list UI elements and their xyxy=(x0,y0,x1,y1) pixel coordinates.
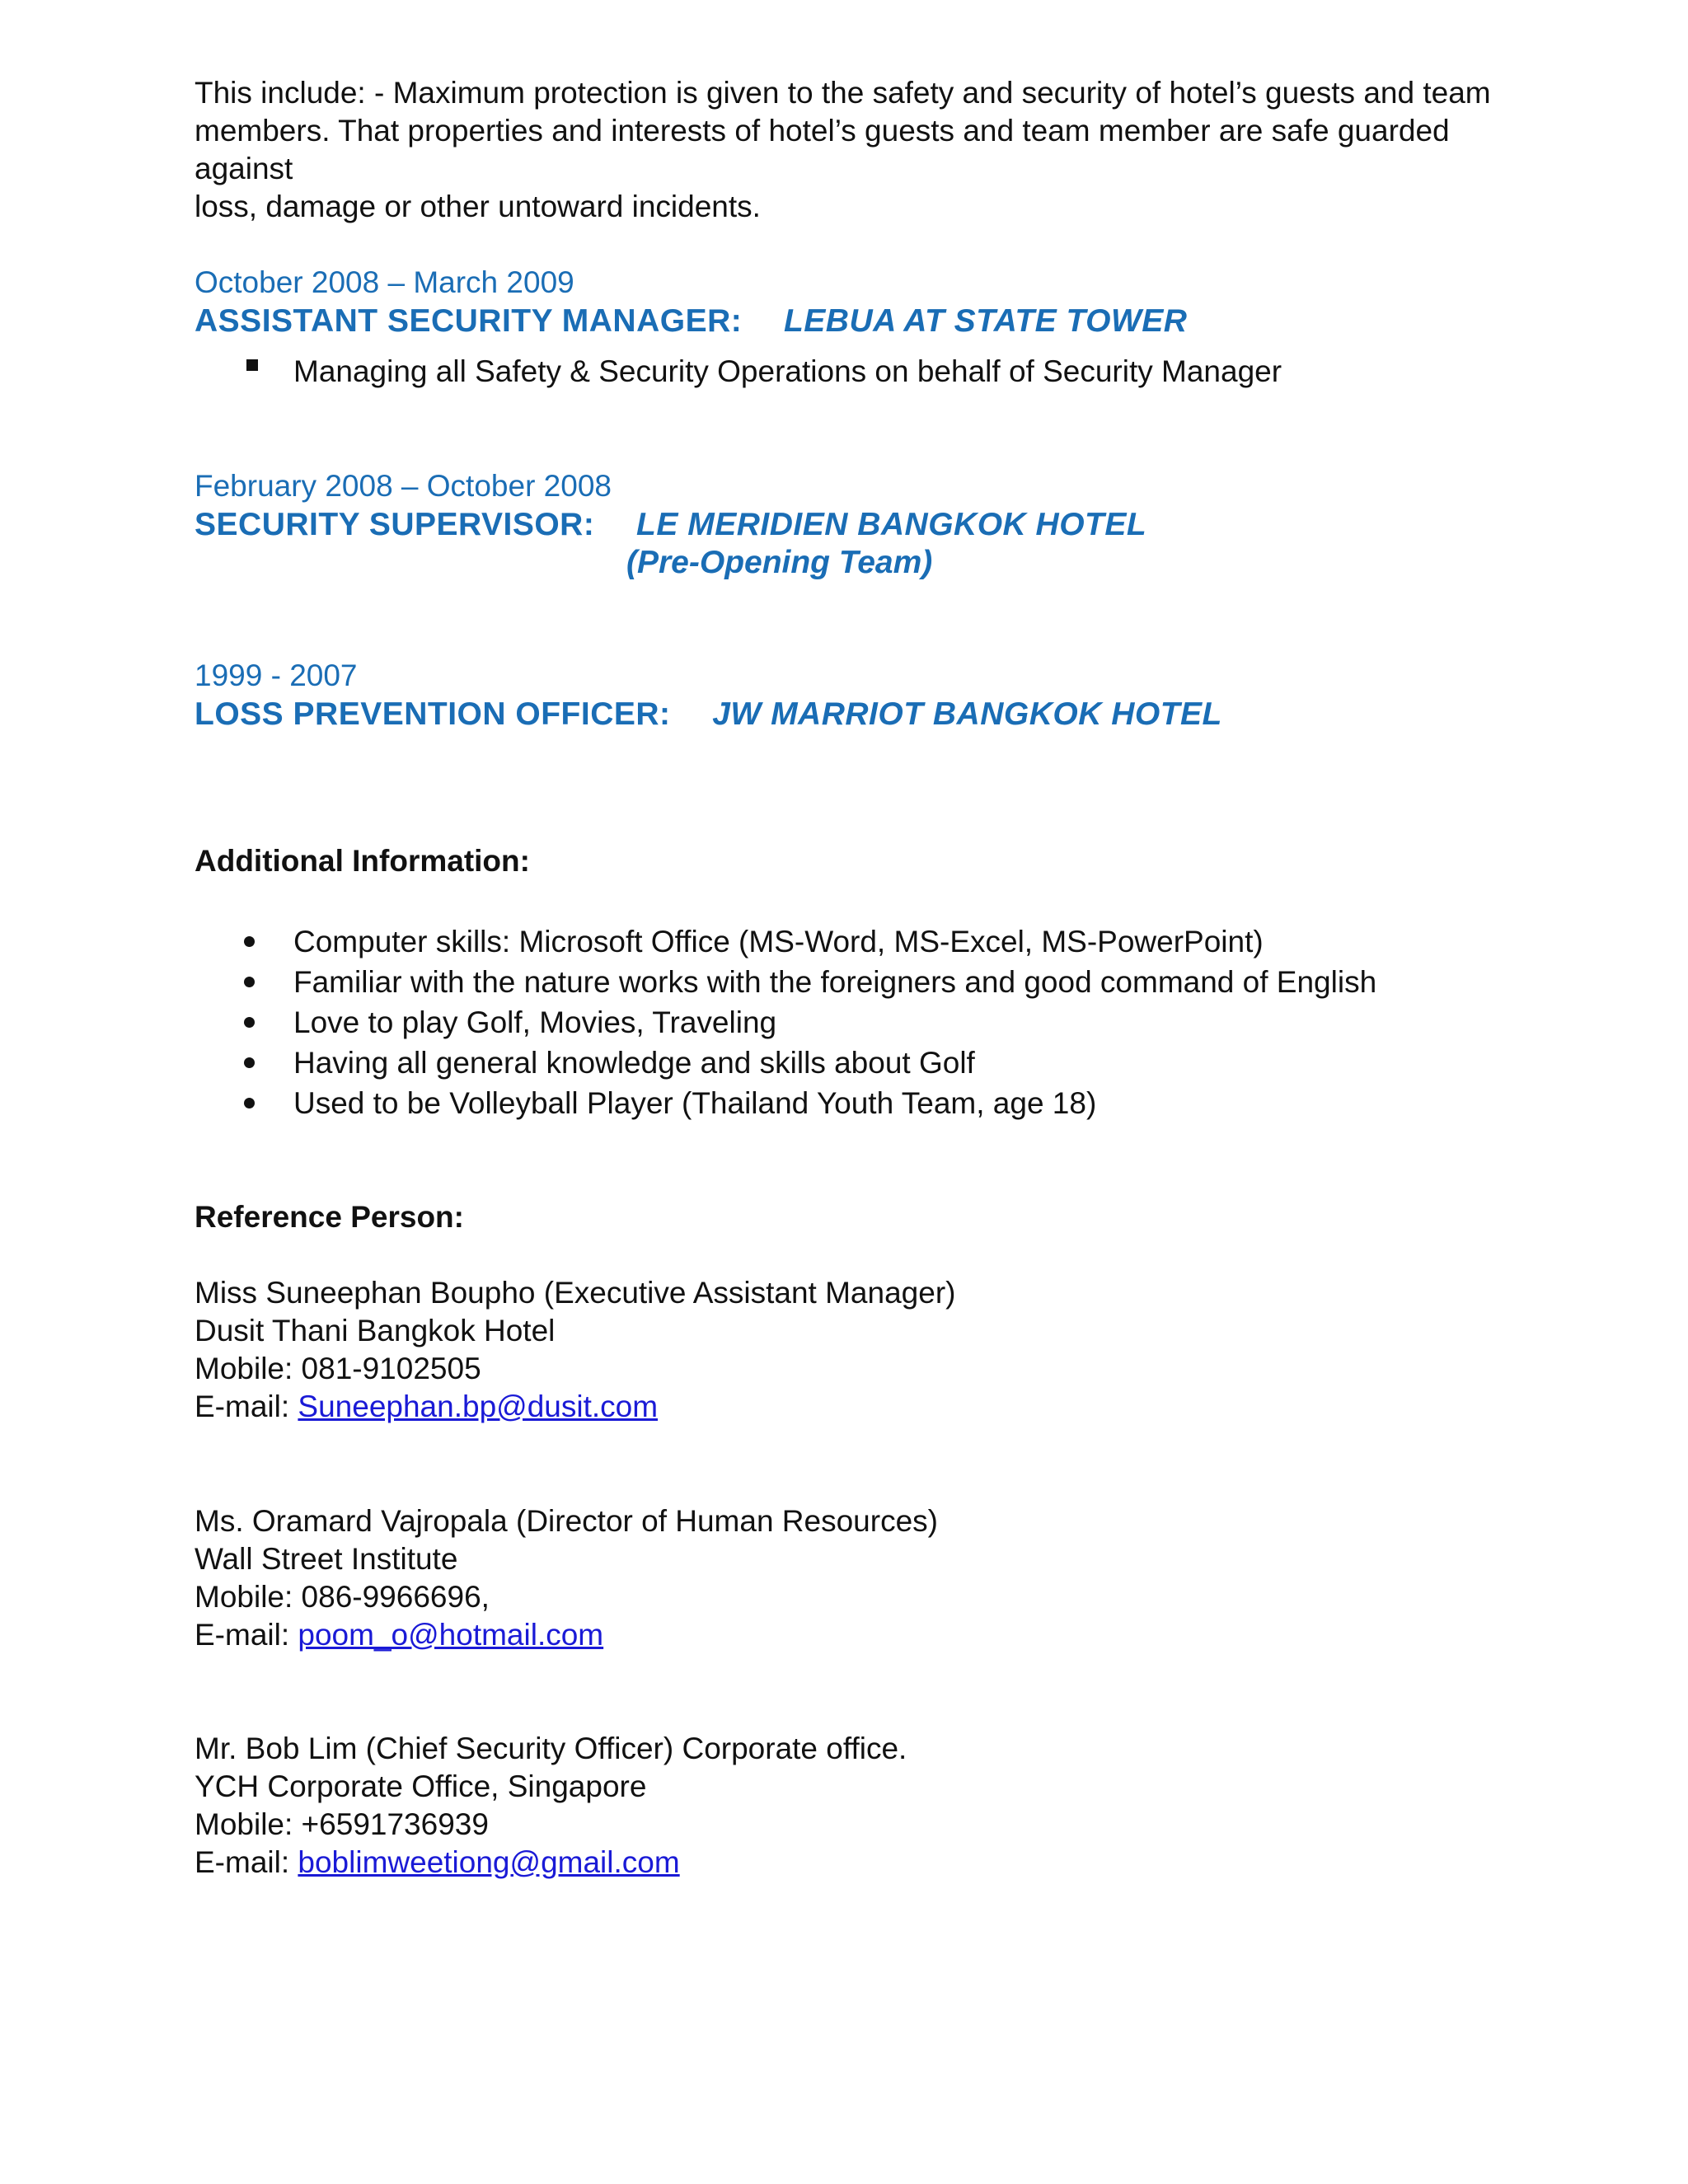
job-entry-assistant-security-manager xyxy=(195,264,1282,391)
reference-mobile: Mobile: 081-9102505 xyxy=(195,1352,481,1385)
duty-text: Managing all Safety & Security Operations on behalf of Security Manager xyxy=(293,354,1282,388)
additional-item-text: Computer skills: Microsoft Office (MS-Word, MS-Excel, MS-PowerPoint) xyxy=(293,925,1264,958)
reference-name: Mr. Bob Lim (Chief Security Officer) Corporate office. xyxy=(195,1732,907,1765)
job-entry-loss-prevention-officer xyxy=(195,657,1222,734)
intro-paragraph xyxy=(195,74,1546,226)
reference-email-line xyxy=(195,1844,907,1882)
bullet-icon xyxy=(244,977,255,987)
job-title-line xyxy=(195,505,1146,545)
job-entry-security-supervisor xyxy=(195,467,1147,580)
list-item xyxy=(195,1002,1376,1043)
reference-organization: YCH Corporate Office, Singapore xyxy=(195,1769,647,1803)
job-date: 1999 - 2007 xyxy=(195,658,358,692)
list-item xyxy=(195,962,1376,1002)
additional-item-text: Having all general knowledge and skills about Golf xyxy=(293,1046,975,1080)
list-item xyxy=(195,921,1376,962)
square-bullet-icon xyxy=(246,359,258,371)
list-item xyxy=(195,1043,1376,1083)
email-label: E-mail: xyxy=(195,1390,298,1423)
reference-entry xyxy=(195,1274,955,1426)
reference-email-link[interactable]: poom_o@hotmail.com xyxy=(298,1618,604,1652)
job-employer: LEBUA AT STATE TOWER xyxy=(783,303,1188,339)
reference-email-link[interactable]: Suneephan.bp@dusit.com xyxy=(298,1390,659,1423)
job-title: ASSISTANT SECURITY MANAGER: xyxy=(195,303,743,339)
reference-heading: Reference Person: xyxy=(195,1200,464,1234)
job-title: SECURITY SUPERVISOR: xyxy=(195,507,595,542)
reference-email-link[interactable]: boblimweetiong@gmail.com xyxy=(298,1845,680,1879)
bullet-icon xyxy=(244,936,255,947)
bullet-icon xyxy=(244,1057,255,1068)
reference-mobile: Mobile: 086-9966696, xyxy=(195,1580,490,1614)
bullet-icon xyxy=(244,1098,255,1108)
job-date: October 2008 – March 2009 xyxy=(195,265,574,299)
job-date: February 2008 – October 2008 xyxy=(195,469,612,503)
intro-line: members. That properties and interests of hotel’s guests and team member are safe guarded against xyxy=(195,114,1450,185)
job-title-line xyxy=(195,695,1222,734)
reference-organization: Wall Street Institute xyxy=(195,1542,458,1576)
additional-item-text: Familiar with the nature works with the foreigners and good command of English xyxy=(293,965,1377,999)
reference-email-line xyxy=(195,1616,938,1654)
additional-info-list xyxy=(195,921,1376,1123)
job-employer-note: (Pre-Opening Team) xyxy=(626,545,933,580)
reference-entry xyxy=(195,1730,907,1882)
job-title: LOSS PREVENTION OFFICER: xyxy=(195,696,671,732)
reference-name: Ms. Oramard Vajropala (Director of Human Resources) xyxy=(195,1504,938,1538)
list-item xyxy=(195,1083,1376,1123)
email-label: E-mail: xyxy=(195,1845,298,1879)
intro-line: loss, damage or other untoward incidents. xyxy=(195,190,761,223)
job-title-line xyxy=(195,302,1282,341)
additional-item-text: Love to play Golf, Movies, Traveling xyxy=(293,1005,777,1039)
bullet-icon xyxy=(244,1017,255,1028)
reference-mobile: Mobile: +6591736939 xyxy=(195,1807,489,1841)
job-employer: JW MARRIOT BANGKOK HOTEL xyxy=(712,696,1222,732)
reference-organization: Dusit Thani Bangkok Hotel xyxy=(195,1314,556,1347)
reference-email-line xyxy=(195,1388,955,1426)
additional-info-heading: Additional Information: xyxy=(195,844,530,878)
additional-item-text: Used to be Volleyball Player (Thailand Youth Team, age 18) xyxy=(293,1086,1097,1120)
job-employer: LE MERIDIEN BANGKOK HOTEL xyxy=(636,507,1147,542)
list-item xyxy=(195,353,1282,391)
reference-name: Miss Suneephan Boupho (Executive Assistant Manager) xyxy=(195,1276,956,1310)
job-duties-list xyxy=(195,353,1282,391)
email-label: E-mail: xyxy=(195,1618,298,1652)
reference-entry xyxy=(195,1502,938,1654)
intro-line: This include: - Maximum protection is given to the safety and security of hotel’s guests and team xyxy=(195,76,1491,110)
